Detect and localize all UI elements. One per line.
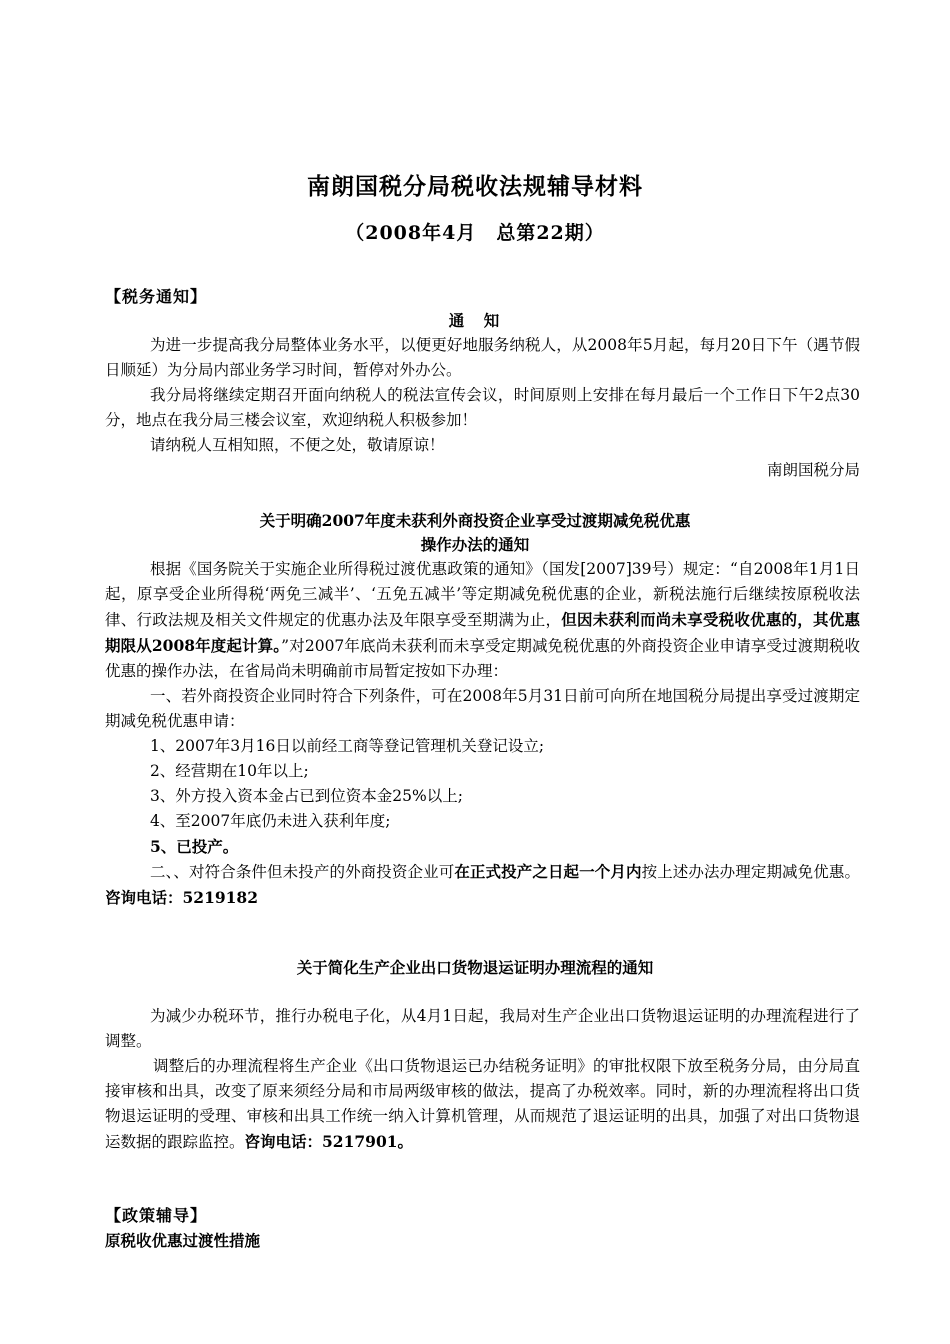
policy-section [105,1203,860,1253]
article2-body [105,1004,860,1155]
article1-body [105,557,860,911]
notice-title: 通 知 [448,311,502,330]
notice-paragraph-1: 为进一步提高我分局整体业务水平，以便更好地服务纳税人，从2008年5月起，每月20日下午（遇节假日顺延）为分局内部业务学习时间，暂停对外办公。 [105,336,860,379]
article2-paragraph-2 [105,1054,860,1155]
article2-contact-phone: 咨询电话：5217901。 [244,1132,414,1151]
article1-paragraph-1 [105,557,860,684]
condition-item-1: 1、2007年3月16日以前经工商等登记管理机关登记设立; [149,737,545,755]
document-subtitle: （2008年4月 总第22期） [345,222,605,244]
article2-title: 关于简化生产企业出口货物退运证明办理流程的通知 [296,958,654,977]
article1-para1-text-b: ”对2007年底尚未获利而未享受定期减免税优惠的外商投资企业申请享受过渡期税收优惠的操作办法，在省局尚未明确前市局暂定按如下办理： [105,637,861,680]
tax-notice-section [105,284,860,309]
condition-item-3: 3、外方投入资本金占已到位资本金25%以上; [149,787,463,805]
condition-item-5: 5、已投产。 [149,837,239,856]
notice-paragraph-2: 我分局将继续定期召开面向纳税人的税法宣传会议，时间原则上安排在每月最后一个工作日下午2点30分，地点在我分局三楼会议室，欢迎纳税人积极参加！ [105,386,860,429]
article1-para3-text-b: 按上述办法办理定期减免优惠。 [641,863,860,881]
article1-contact-phone: 咨询电话：5219182 [105,888,258,907]
article1-para1-text-a: 根据《国务院关于实施企业所得税过渡优惠政策的通知》（国发[2007]39号）规定：“自2008年1月1日起，原享受企业所得税‘两免三减半’、‘五免五减半’等定期减免税优惠的企业，新税法施行后继续按原税收法律、行政法规及相关文件规定的优惠办法及年限享受至期满为止， [105,560,860,629]
article2-paragraph-1: 为减少办税环节，推行办税电子化，从4月1日起，我局对生产企业出口货物退运证明的办理流程进行了调整。 [105,1007,860,1050]
article1-para3-text-a: 二、、对符合条件但未投产的外商投资企业可 [149,863,455,881]
article1-para3-bold-1: 在正式投产之日起一个月内 [454,862,642,881]
document-title: 南朗国税分局税收法规辅导材料 [307,173,643,200]
policy-subheader: 原税收优惠过渡性措施 [105,1231,261,1250]
article1-paragraph-2: 一、若外商投资企业同时符合下列条件，可在2008年5月31日前可向所在地国税分局提出享受过渡期定期减免税优惠申请： [105,687,860,730]
article1-title-line2: 操作办法的通知 [420,535,530,554]
article1-para1-bold: 但因未获利而尚未享受税收优惠的，其优惠期限从2008年度起计算。 [105,610,860,655]
article1-paragraph-3 [105,859,860,911]
condition-item-2: 2、经营期在10年以上; [149,762,309,780]
notice-paragraph-3: 请纳税人互相知照，不便之处，敬请原谅！ [149,436,445,454]
notice-body [105,333,860,483]
section-header-tax-notice: 【税务通知】 [105,287,208,306]
article2-para2-text: 调整后的办理流程将生产企业《出口货物退运已办结税务证明》的审批权限下放至税务分局，由分局直接审核和出具，改变了原来须经分局和市局两级审核的做法，提高了办税效率。同时，新的办理流程将出口货物退运证明的受理、审核和出具工作统一纳入计算机管理，从而规范了退运证明的出具，加强了对出口货物退运数据的跟踪监控。 [105,1057,860,1151]
condition-item-4: 4、至2007年底仍未进入获利年度; [149,812,391,830]
notice-signature: 南朗国税分局 [766,461,860,479]
article1-title-line1: 关于明确2007年度未获利外商投资企业享受过渡期减免税优惠 [259,511,691,530]
section-header-policy: 【政策辅导】 [105,1206,208,1225]
